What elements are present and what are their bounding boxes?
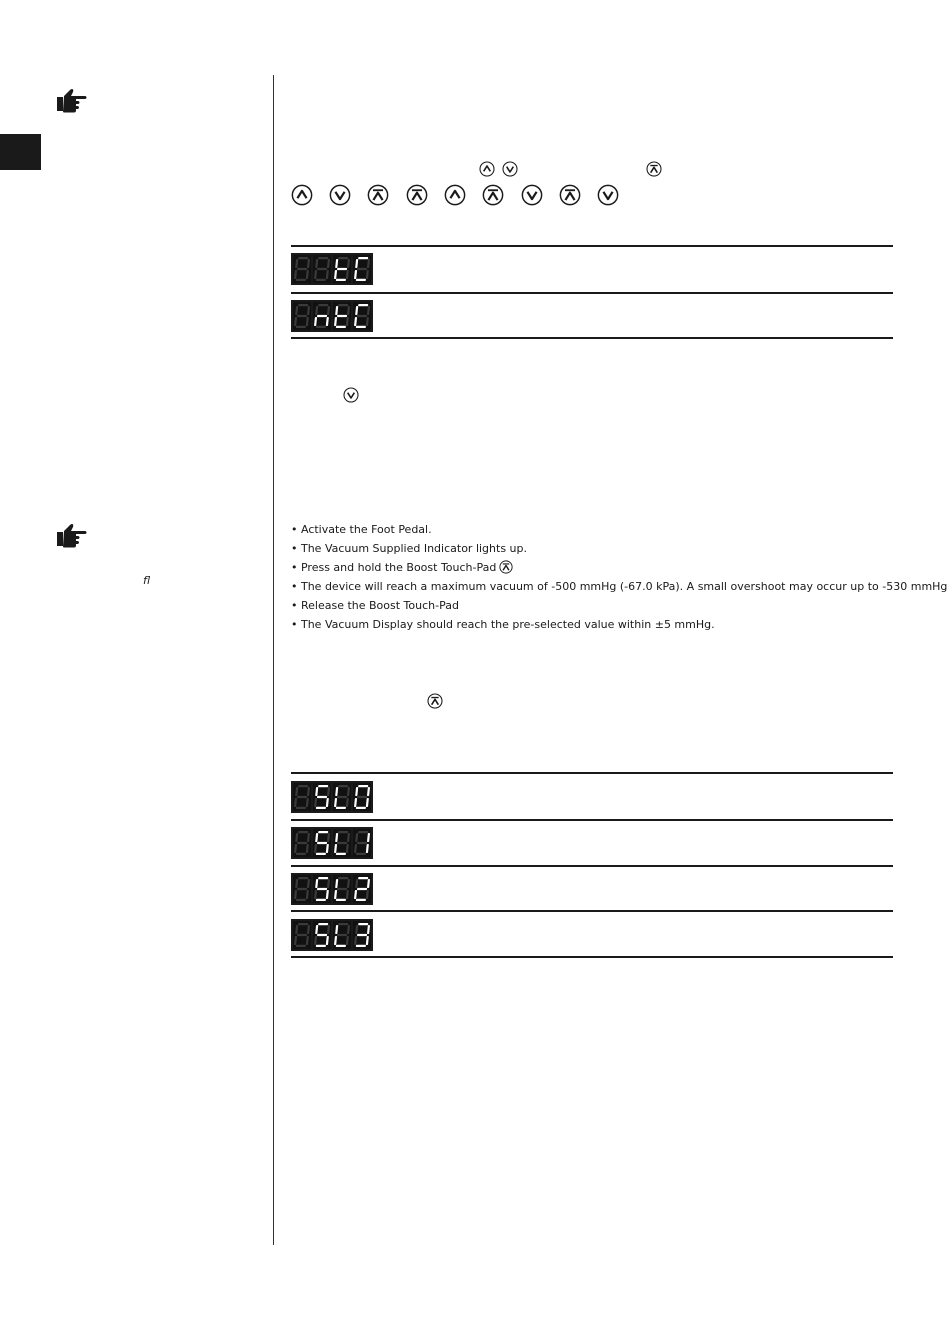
seven-segment-digit [293,875,311,903]
seven-segment-digit [333,829,351,857]
down-arrow-icon [502,161,518,177]
table-rule [291,337,893,339]
table-rule [291,772,893,774]
seven-segment-digit [333,875,351,903]
seven-segment-digit [313,921,331,949]
sidebar-ligature: fl [143,574,151,587]
seven-segment-digit [353,302,371,330]
seven-segment-digit [313,829,331,857]
seven-segment-digit [333,302,351,330]
display-SL0 [291,781,373,813]
boost-icon [367,184,389,206]
seven-segment-digit [293,829,311,857]
seven-segment-digit [353,829,371,857]
chapter-tab [0,134,41,170]
column-divider [273,75,274,1245]
table-rule [291,245,893,247]
seven-segment-digit [353,921,371,949]
list-item: • The device will reach a maximum vacuum of -500 mmHg (-67.0 kPa). A small overshoot may occur up to -530 mmHg [291,579,948,593]
boost-icon [499,560,513,574]
down-arrow-icon [343,387,359,403]
list-item: • The Vacuum Supplied Indicator lights up. [291,541,527,555]
table-rule [291,910,893,912]
down-arrow-icon [329,184,351,206]
seven-segment-digit [293,302,311,330]
down-arrow-icon [597,184,619,206]
up-arrow-icon [444,184,466,206]
boost-icon [406,184,428,206]
seven-segment-digit [333,783,351,811]
boost-icon [559,184,581,206]
seven-segment-digit [313,875,331,903]
up-arrow-icon [479,161,495,177]
table-rule [291,819,893,821]
seven-segment-digit [293,783,311,811]
table-rule [291,865,893,867]
seven-segment-digit [313,302,331,330]
boost-icon [427,693,443,709]
boost-icon [482,184,504,206]
display-SL1 [291,827,373,859]
table-rule [291,956,893,958]
seven-segment-digit [313,783,331,811]
seven-segment-digit [293,255,311,283]
pointing-hand-icon [55,520,89,550]
seven-segment-digit [353,783,371,811]
list-item: • Release the Boost Touch-Pad [291,598,459,612]
up-arrow-icon [291,184,313,206]
procedure-list [291,521,948,634]
seven-segment-digit [313,255,331,283]
seven-segment-digit [333,921,351,949]
list-item: • Press and hold the Boost Touch-Pad [291,559,901,578]
pointing-hand-icon [55,85,89,115]
display-ntC [291,300,373,332]
list-item: • The Vacuum Display should reach the pre-selected value within ±5 mmHg. [291,617,715,631]
seven-segment-digit [353,875,371,903]
display-SL3 [291,919,373,951]
seven-segment-digit [353,255,371,283]
seven-segment-digit [293,921,311,949]
list-item: • Activate the Foot Pedal. [291,523,432,536]
display-SL2 [291,873,373,905]
boost-icon [646,161,662,177]
table-rule [291,292,893,294]
seven-segment-digit [333,255,351,283]
down-arrow-icon [521,184,543,206]
display-tC [291,253,373,285]
